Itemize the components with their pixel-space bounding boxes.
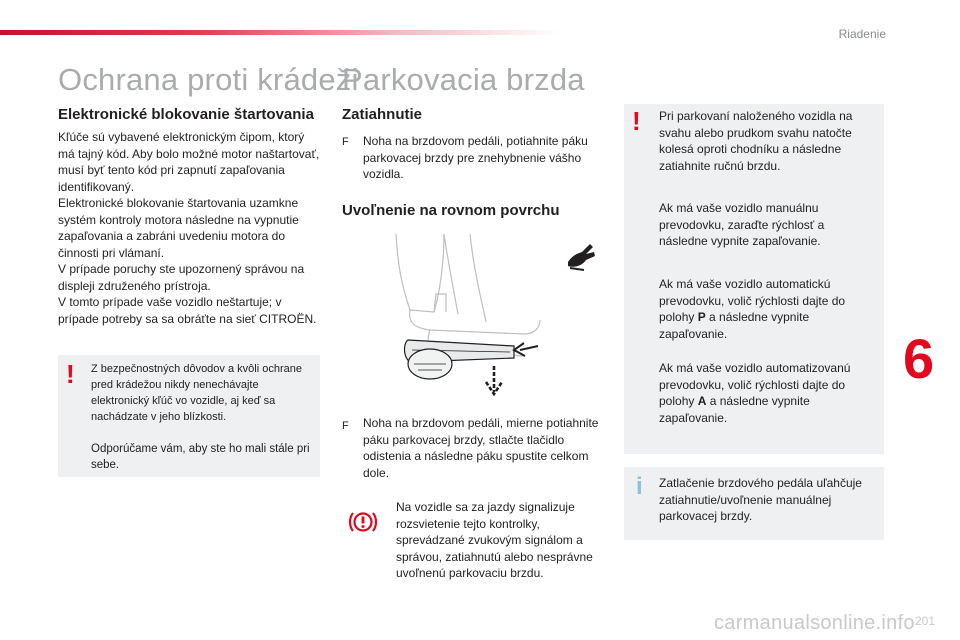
warning-advice: Odporúčame vám, aby ste ho mali stále pri sebe. [91, 443, 310, 471]
antitheft-title: Ochrana proti krádeži [58, 62, 359, 97]
down-arrow [486, 366, 502, 394]
gear-position-p: P [697, 310, 706, 324]
header-accent-bar [0, 30, 560, 35]
parking-warning-box [624, 104, 884, 454]
info-box [624, 467, 884, 540]
chapter-number: 6 [903, 327, 935, 390]
release-step: Noha na brzdovom pedáli, mierne potiahnite páku parkovacej brzdy, stlačte tlačidlo odistenia a následne páku spustite celkom dole. [363, 416, 599, 480]
brake-lever [405, 340, 514, 379]
bullet-icon: F [342, 420, 349, 432]
warning-text: Z bezpečnostných dôvodov a kvôli ochrane pred krádežou nikdy nenechávajte elektronický kľúč vo vozidle, aj keď sa nachádzate v jeho blízkosti. [91, 363, 302, 423]
gear-position-a: A [697, 394, 707, 408]
parking-brake-illustration [374, 232, 544, 397]
warning-icon: ! [632, 106, 641, 136]
automatic-gearbox-text [659, 276, 869, 342]
text-part: Ak má vaše vozidlo automatizovanú prevodovku, volič rýchlosti dajte do polohy [659, 361, 851, 408]
slope-parking-text: Pri parkovaní naloženého vozidla na svahu alebo prudkom svahu natočte kolesá oproti chodníku a následne zatiahnite ručnú brzdu. [659, 109, 853, 173]
paragraph: Kľúče sú vybavené elektronickým čipom, ktorý má tajný kód. Aby bolo možné motor naštartovať, musí byť tento kód pri zapnutí zapaľovania identifikovaný. [58, 130, 320, 194]
watermark: carmanualsonline.info [714, 612, 915, 634]
immobiliser-subtitle: Elektronické blokovanie štartovania [58, 106, 314, 123]
info-text: Zatlačenie brzdového pedála uľahčuje zatiahnutie/uvoľnenie manuálnej parkovacej brzdy. [659, 476, 862, 523]
paragraph: V prípade poruchy ste upozornený správou na displeji združeného prístroja. [58, 262, 305, 293]
apply-subtitle: Zatiahnutie [342, 106, 423, 123]
manual-gearbox-text: Ak má vaše vozidlo manuálnu prevodovku, zaraďte rýchlosť a následne vypnite zapaľovanie. [659, 201, 825, 248]
paragraph: Elektronické blokovanie štartovania uzamkne systém kontroly motora následne na vypnutie zapaľovania a zabráni uvedeniu motora do činnosti pri vlámaní. [58, 196, 299, 260]
page-number: 201 [915, 614, 936, 628]
text-part: a následne vypnite zapaľovanie. [659, 310, 810, 341]
paragraph: V tomto prípade vaše vozidlo neštartuje; v prípade potreby sa sa obráťte na sieť CITROËN. [58, 295, 317, 326]
parking-brake-title: Parkovacia brzda [342, 62, 585, 97]
push-arrow [514, 343, 538, 356]
warning-icon: ! [66, 359, 75, 389]
hand-lever-icon [564, 238, 598, 272]
key-warning-box [58, 355, 320, 477]
text-part: Ak má vaše vozidlo automatickú prevodovku, volič rýchlosti dajte do polohy [659, 277, 846, 324]
apply-step: Noha na brzdovom pedáli, potiahnite páku parkovacej brzdy pre znehybnenie vášho vozidla. [363, 134, 588, 181]
brake-warning-lamp-icon [348, 508, 378, 536]
bullet-icon: F [342, 136, 349, 148]
brake-alert-text: Na vozidle sa za jazdy signalizuje rozsvietenie tejto kontrolky, sprevádzané zvukovým signálom a správou, zatiahnutú alebo nesprávne uvoľnenú parkovaciu brzdu. [396, 500, 593, 580]
section-label: Riadenie [838, 27, 886, 41]
info-icon: i [636, 473, 643, 500]
text-part: a následne vypnite zapaľovanie. [659, 394, 810, 425]
immobiliser-text [58, 129, 320, 327]
release-subtitle: Uvoľnenie na rovnom povrchu [342, 202, 560, 219]
automated-gearbox-text [659, 360, 869, 426]
